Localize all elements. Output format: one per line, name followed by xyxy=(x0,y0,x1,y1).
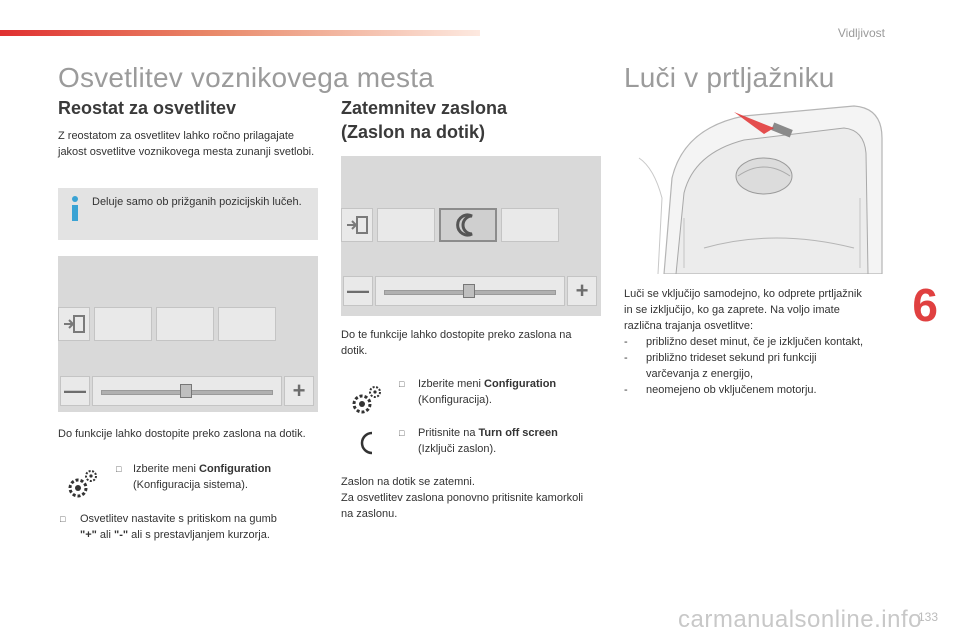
step-text: Osvetlitev nastavite s pritiskom na gumb xyxy=(80,513,277,525)
trunk-illustration xyxy=(624,98,886,274)
reostat-step-configuration xyxy=(133,461,313,493)
outro-line: Za osvetlitev zaslona ponovno pritisnite kamorkoli na zaslonu. xyxy=(341,492,584,520)
trunk-lights-list xyxy=(624,334,864,398)
slider-knob[interactable] xyxy=(180,384,192,398)
moon-icon xyxy=(354,428,384,458)
step-text-suffix: (Konfiguracija). xyxy=(418,394,492,406)
brightness-minus-button[interactable]: — xyxy=(343,276,373,306)
settings-gear-icon xyxy=(64,468,98,502)
plus-label: "+" xyxy=(80,529,97,541)
info-icon xyxy=(68,196,82,222)
list-item-text: približno deset minut, če je izključen kontakt, xyxy=(646,336,864,348)
reostat-intro: Z reostatom za osvetlitev lahko ročno prilagajate jakost osvetlitve voznikovega mesta zunanji svetlobi. xyxy=(58,130,315,158)
step-text: Pritisnite na xyxy=(418,427,479,439)
zatemnitev-step-turn-off xyxy=(418,425,598,457)
page-title-left: Osvetlitev voznikovega mesta xyxy=(58,62,434,93)
menu-tile xyxy=(218,307,276,341)
zatemnitev-step-configuration xyxy=(418,376,598,408)
moon-icon xyxy=(441,210,495,240)
reostat-access-text: Do funkcije lahko dostopite preko zaslona na dotik. xyxy=(58,428,306,440)
slider-knob[interactable] xyxy=(463,284,475,298)
list-item: - neomejeno ob vključenem motorju. xyxy=(624,384,817,396)
reostat-heading: Reostat za osvetlitev xyxy=(58,98,237,118)
list-item: - približno trideset sekund pri funkciji varčevanja z energijo, xyxy=(624,350,864,382)
turn-off-screen-label: Turn off screen xyxy=(478,427,558,439)
brightness-plus-button[interactable]: + xyxy=(567,276,597,306)
info-text: Deluje samo ob prižganih pozicijskih lučeh. xyxy=(92,196,302,208)
exit-tile xyxy=(341,208,373,242)
list-item-text: neomejeno ob vključenem motorju. xyxy=(646,384,817,396)
info-box xyxy=(58,188,318,240)
brightness-plus-button[interactable]: + xyxy=(284,376,314,406)
checkbox-bullet-icon: □ xyxy=(399,428,405,438)
watermark: carmanualsonline.info xyxy=(678,606,922,633)
exit-tile xyxy=(58,307,90,341)
brightness-slider[interactable] xyxy=(92,376,282,406)
step-text-suffix: (Konfiguracija sistema). xyxy=(133,479,248,491)
zatemnitev-heading-line2: (Zaslon na dotik) xyxy=(341,122,485,142)
touchscreen-illustration-brightness xyxy=(58,256,318,412)
step-text: Izberite meni xyxy=(133,463,200,475)
step-text-suffix: (Izključi zaslon). xyxy=(418,443,497,455)
reostat-step-adjust xyxy=(80,511,320,543)
zatemnitev-outro xyxy=(341,474,591,522)
header-accent-bar xyxy=(0,30,480,36)
chapter-number: 6 xyxy=(912,279,938,331)
minus-label: "-" xyxy=(113,529,129,541)
checkbox-bullet-icon: □ xyxy=(399,379,405,389)
turn-off-screen-tile[interactable] xyxy=(439,208,497,242)
list-item: - približno deset minut, če je izključen kontakt, xyxy=(624,336,864,348)
brightness-slider[interactable] xyxy=(375,276,565,306)
checkbox-bullet-icon: □ xyxy=(60,514,66,524)
step-text: Izberite meni xyxy=(418,378,485,390)
exit-arrow-icon xyxy=(342,209,372,241)
configuration-label: Configuration xyxy=(199,463,272,475)
trunk-lights-body: Luči se vključijo samodejno, ko odprete prtljažnik in se izključijo, ko ga zaprete. Na voljo imate različna trajanja osvetlitve: xyxy=(624,288,862,332)
menu-tile xyxy=(501,208,559,242)
section-name: Vidljivost xyxy=(837,26,885,40)
menu-tile xyxy=(156,307,214,341)
step-text: ali s prestavljanjem kurzorja. xyxy=(128,529,270,541)
checkbox-bullet-icon: □ xyxy=(116,464,122,474)
outro-line: Zaslon na dotik se zatemni. xyxy=(341,476,475,488)
brightness-minus-button[interactable]: — xyxy=(60,376,90,406)
exit-arrow-icon xyxy=(59,308,89,340)
menu-tile xyxy=(377,208,435,242)
zatemnitev-access-text: Do te funkcije lahko dostopite preko zaslona na dotik. xyxy=(341,329,572,357)
settings-gear-icon xyxy=(348,384,382,418)
page-title-right: Luči v prtljažniku xyxy=(624,62,835,93)
zatemnitev-heading-line1: Zatemnitev zaslona xyxy=(341,98,508,118)
step-text: ali xyxy=(96,529,114,541)
touchscreen-illustration-screen-off xyxy=(341,156,601,316)
configuration-label: Configuration xyxy=(484,378,557,390)
page-number: 133 xyxy=(917,610,938,624)
menu-tile xyxy=(94,307,152,341)
list-item-text: približno trideset sekund pri funkciji varčevanja z energijo, xyxy=(646,352,817,380)
